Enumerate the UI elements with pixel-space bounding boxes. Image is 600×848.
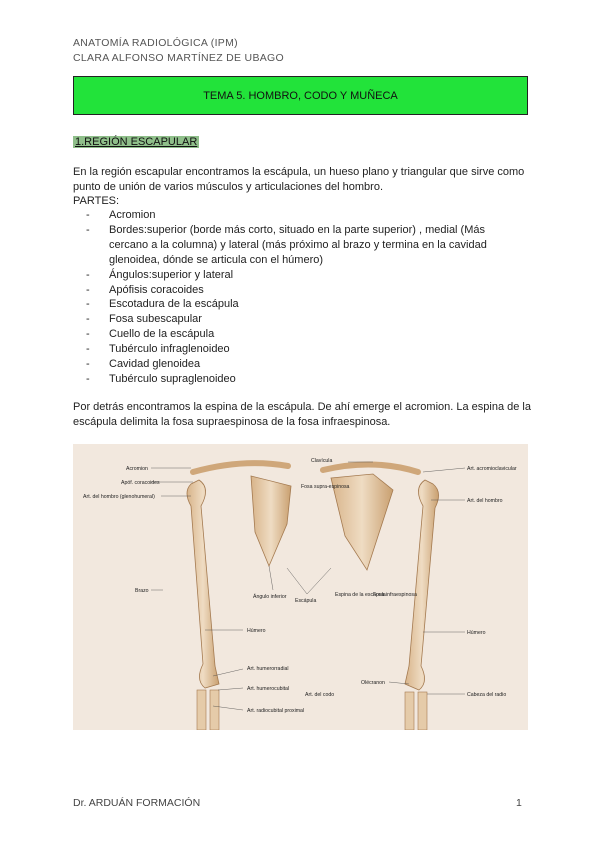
scapula-left-shape xyxy=(251,476,291,566)
label-glenohumeral: Art. del hombro (glenohumeral) xyxy=(83,494,155,500)
parts-list xyxy=(86,208,526,387)
section-heading: 1.REGIÓN ESCAPULAR xyxy=(75,136,198,148)
label-humerorradial: Art. humerorradial xyxy=(247,666,289,672)
radius-right-shape xyxy=(418,692,427,730)
list-item: - Tubérculo infraglenoideo xyxy=(86,342,526,357)
humerus-right-shape xyxy=(405,480,439,690)
parts-heading: PARTES: xyxy=(73,195,120,207)
document-title: TEMA 5. HOMBRO, CODO Y MUÑECA xyxy=(203,89,398,102)
label-art-codo: Art. del codo xyxy=(305,692,335,698)
radius-left-shape xyxy=(210,690,219,730)
intro-paragraph: En la región escapular encontramos la escápula, un hueso plano y triangular que sirve como punto de unión de varios músculos y articulaciones del hombro. xyxy=(73,166,525,193)
label-coracoid: Apóf. coracoides xyxy=(121,480,160,486)
label-olecranon: Olécranon xyxy=(361,680,385,686)
label-angulo-inferior: Ángulo inferior xyxy=(253,594,287,600)
label-fosa-supraespinosa: Fosa supra-espinosa xyxy=(301,484,350,490)
humerus-left-shape xyxy=(187,480,219,688)
clavicle-right-shape xyxy=(323,464,418,472)
label-clavicula: Clavícula xyxy=(311,458,333,464)
anatomy-illustration xyxy=(73,444,528,730)
label-humero-left: Húmero xyxy=(247,628,266,634)
clavicle-left-shape xyxy=(193,463,288,472)
label-acromioclavicular: Art. acromioclavicular xyxy=(467,466,517,472)
header-author: CLARA ALFONSO MARTÍNEZ DE UBAGO xyxy=(73,52,284,64)
paragraph-2: Por detrás encontramos la espina de la escápula. De ahí emerge el acromion. La espina de la escápula delimita la fosa supraespinosa de la fosa infraespinosa. xyxy=(73,401,531,428)
list-item: - Fosa subescapular xyxy=(86,312,526,327)
label-art-hombro: Art. del hombro xyxy=(467,498,503,504)
list-item: - Acromion xyxy=(86,208,526,223)
shoulder-anatomy-figure xyxy=(73,444,528,730)
label-acromion: Acromion xyxy=(126,466,148,472)
list-item: - Escotadura de la escápula xyxy=(86,297,526,312)
label-radiocubital: Art. radiocubital proximal xyxy=(247,708,305,714)
label-fosa-infraespinosa: Fosa infraespinosa xyxy=(373,592,417,598)
list-item: - Bordes:superior (borde más corto, situado en la parte superior) , medial (Más cercano a la columna) y lateral (más próximo al brazo y termina en la cavidad glenoidea, dónde se articula con el húmero) xyxy=(86,223,526,268)
list-item: - Apófisis coracoides xyxy=(86,283,526,298)
ulna-left-shape xyxy=(197,690,206,730)
title-box xyxy=(73,76,528,115)
label-escapula: Escápula xyxy=(295,598,317,604)
label-humerocubital: Art. humerocubital xyxy=(247,686,290,692)
label-humero-right: Húmero xyxy=(467,630,486,636)
label-brazo: Brazo xyxy=(135,588,149,594)
list-item: - Cuello de la escápula xyxy=(86,327,526,342)
list-item: - Ángulos:superior y lateral xyxy=(86,268,526,283)
label-espina: Espina de la escápula xyxy=(335,592,386,598)
list-item: - Cavidad glenoidea xyxy=(86,357,526,372)
list-item: - Tubérculo supraglenoideo xyxy=(86,372,526,387)
ulna-right-shape xyxy=(405,692,414,730)
label-cabeza-radio: Cabeza del radio xyxy=(467,692,507,698)
footer-left: Dr. ARDUÁN FORMACIÓN xyxy=(73,797,201,809)
page-number: 1 xyxy=(516,797,522,809)
header-course: ANATOMÍA RADIOLÓGICA (IPM) xyxy=(73,37,238,49)
